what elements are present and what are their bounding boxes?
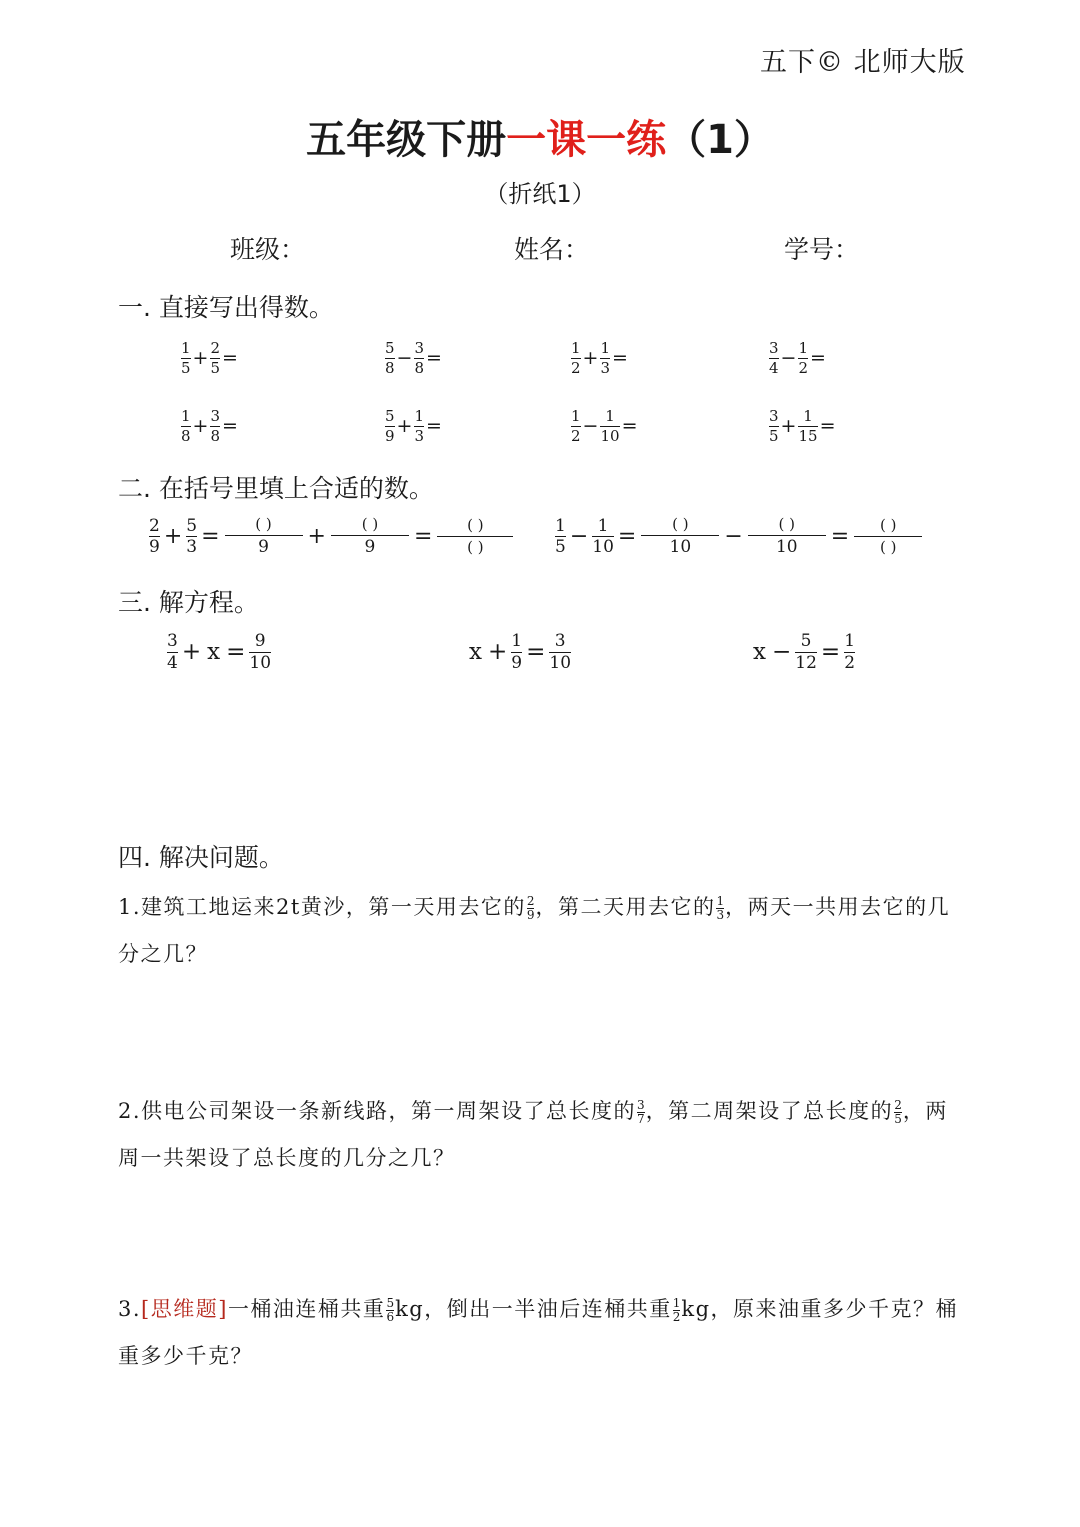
fraction: $\frac{3}{5}$	[769, 407, 779, 445]
fraction: $\frac{1}{2}$	[844, 631, 856, 673]
word-problem-3: 3.[思维题]一桶油连桶共重 $\frac{5}{6}$ kg，倒出一半油后连桶共重 $\frac{1}{2}$ kg，原来油重多少千克？桶重多少千克？	[118, 1296, 959, 1368]
section2-heading: 二. 在括号里填上合适的数。	[118, 474, 434, 503]
title-prefix: 五年级下册	[306, 117, 507, 163]
fraction: $\frac{1}{2}$	[672, 1296, 681, 1324]
arithmetic-problem: $\frac{3}{5}$ + $\frac{1}{15}$ =	[769, 407, 836, 445]
equation-1: $\frac{3}{4}$ + x = $\frac{9}{10}$	[167, 631, 272, 673]
fraction: $\frac{1}{3}$	[716, 894, 725, 922]
fraction: $\frac{3}{4}$	[769, 339, 779, 377]
title-suffix: （1）	[666, 117, 774, 163]
fill-equation-2: $\frac{1}{5}$ − $\frac{1}{10}$ = ( ) 10 − ( ) 10 = ( ) ( )	[554, 516, 924, 558]
fraction: $\frac{3}{10}$	[549, 631, 572, 673]
fraction: $\frac{1}{5}$	[555, 515, 566, 558]
fraction: $\frac{5}{8}$	[385, 339, 395, 377]
fraction: $\frac{3}{4}$	[167, 631, 178, 673]
arithmetic-problem: $\frac{1}{5}$ + $\frac{2}{5}$ =	[181, 339, 238, 377]
fraction: $\frac{5}{12}$	[795, 631, 817, 673]
page-subtitle: （折纸1）	[484, 180, 596, 208]
fraction: $\frac{1}{2}$	[571, 339, 581, 377]
name-label: 姓名：	[514, 235, 590, 264]
fraction: $\frac{2}{5}$	[210, 339, 221, 377]
section4-heading: 四. 解决问题。	[118, 843, 284, 872]
student-number-label: 学号：	[784, 235, 860, 264]
fraction: $\frac{1}{10}$	[600, 407, 620, 445]
arithmetic-problem: $\frac{5}{9}$ + $\frac{1}{3}$ =	[385, 407, 442, 445]
fill-equation-1: $\frac{2}{9}$ + $\frac{5}{3}$ = ( ) 9 + ( ) 9 = ( ) ( )	[148, 516, 515, 558]
arithmetic-problem: $\frac{3}{4}$ − $\frac{1}{2}$ =	[769, 339, 826, 377]
fraction: $\frac{1}{15}$	[798, 407, 818, 445]
equation-3: x − $\frac{5}{12}$ = $\frac{1}{2}$	[753, 631, 856, 673]
variable: x	[753, 639, 766, 666]
arithmetic-problem: $\frac{5}{8}$ − $\frac{3}{8}$ =	[385, 339, 442, 377]
fraction: $\frac{1}{5}$	[181, 339, 191, 377]
blank-fraction[interactable]: ( ) 9	[225, 516, 303, 558]
variable: x	[469, 639, 482, 666]
blank-fraction[interactable]: ( ) ( )	[854, 517, 922, 557]
fraction: $\frac{3}{8}$	[414, 339, 425, 377]
fraction: $\frac{1}{10}$	[592, 515, 614, 558]
arithmetic-problem: $\frac{1}{2}$ − $\frac{1}{10}$ =	[571, 407, 638, 445]
fraction: $\frac{2}{9}$	[526, 894, 535, 922]
fraction: $\frac{9}{10}$	[249, 631, 272, 673]
variable: x	[207, 639, 221, 666]
fraction: $\frac{5}{9}$	[385, 407, 395, 445]
fraction: $\frac{2}{9}$	[149, 515, 160, 558]
equation-2: x + $\frac{1}{9}$ = $\frac{3}{10}$	[469, 631, 572, 673]
fraction: $\frac{3}{8}$	[210, 407, 221, 445]
class-label: 班级：	[230, 235, 306, 264]
fraction: $\frac{1}{2}$	[571, 407, 581, 445]
arithmetic-problem: $\frac{1}{2}$ + $\frac{1}{3}$ =	[571, 339, 628, 377]
word-problem-2: 2.供电公司架设一条新线路，第一周架设了总长度的 $\frac{3}{7}$ ，第二周架设了总长度的 $\frac{2}{5}$ ，两周一共架设了总长度的几分之几？	[118, 1098, 948, 1170]
blank-fraction[interactable]: ( ) 10	[748, 516, 826, 558]
fraction: $\frac{5}{3}$	[186, 515, 198, 558]
blank-fraction[interactable]: ( ) ( )	[437, 517, 513, 557]
fraction: $\frac{3}{7}$	[637, 1098, 645, 1126]
edition-label: 五下© 北师大版	[760, 47, 966, 78]
blank-fraction[interactable]: ( ) 10	[641, 516, 719, 558]
fraction: $\frac{1}{3}$	[414, 407, 425, 445]
fraction: $\frac{1}{8}$	[181, 407, 191, 445]
word-problem-1: 1.建筑工地运来2t黄沙，第一天用去它的 $\frac{2}{9}$ ，第二天用去它的 $\frac{1}{3}$ ，两天一共用去它的几分之几？	[118, 894, 951, 966]
title-highlight: 一课一练	[506, 117, 667, 163]
section1-heading: 一. 直接写出得数。	[118, 293, 334, 322]
arithmetic-problem: $\frac{1}{8}$ + $\frac{3}{8}$ =	[181, 407, 238, 445]
fraction: $\frac{1}{3}$	[600, 339, 611, 377]
fraction: $\frac{1}{9}$	[511, 631, 523, 673]
fraction: $\frac{1}{2}$	[798, 339, 809, 377]
section3-heading: 三. 解方程。	[118, 588, 259, 617]
page-title	[0, 108, 1080, 165]
fraction: $\frac{5}{6}$	[386, 1296, 395, 1324]
blank-fraction[interactable]: ( ) 9	[331, 516, 409, 558]
fraction: $\frac{2}{5}$	[894, 1098, 902, 1126]
thinking-tag: [思维题]	[141, 1297, 228, 1321]
